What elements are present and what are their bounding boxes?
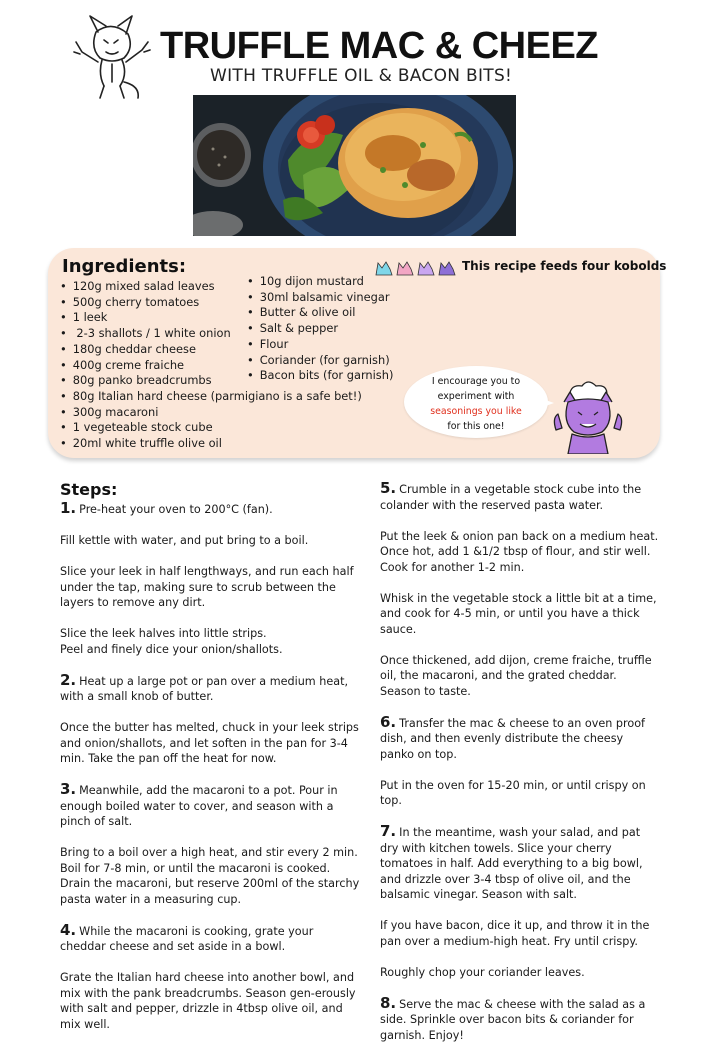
bubble-line: for this one! (447, 421, 505, 432)
ingredient-item: • Bacon bits (for garnish) (247, 368, 393, 384)
ingredient-item: • 80g Italian hard cheese (parmigiano is a safe bet!) (60, 389, 362, 405)
step-text: Slice the leek halves into little strips. (60, 627, 267, 640)
step-text: Serve the mac & cheese with the salad as a side. Sprinkle over bacon bits & coriander for garnish. Enjoy! (380, 997, 646, 1042)
kobold-head-icon (439, 262, 455, 275)
step-number: 4. (60, 920, 77, 939)
step-text: Once the butter has melted, chuck in your leek strips and onion/shallots, and let soften in the pan for 3-4 min. Take the pan off the heat for now. (60, 721, 359, 765)
ingredient-item: • 1 leek (60, 310, 362, 326)
ingredient-item: • Butter & olive oil (247, 305, 393, 321)
step-7 (380, 824, 660, 903)
step-text: Slice your leek in half lengthways, and run each half under the tap, making sure to scrub between the layers to remove any dirt. (60, 565, 354, 609)
ingredient-item: • 30ml balsamic vinegar (247, 290, 393, 306)
step-8 (380, 993, 660, 1044)
step-6 (380, 712, 660, 763)
step-text: Crumble in a vegetable stock cube into the colander with the reserved pasta water. (380, 483, 642, 512)
ingredient-item: • 180g cheddar cheese (60, 342, 362, 358)
ingredient-item: • Flour (247, 337, 393, 353)
ingredient-item: • 300g macaroni (60, 405, 362, 421)
speech-bubble-text (410, 374, 542, 434)
step-text: Bring to a boil over a high heat, and stir every 2 min. Boil for 7-8 min, or until the macaroni is cooked. Drain the macaroni, but reserve 200ml of the starchy pasta water in a measuring cup. (60, 846, 360, 906)
step-number: 5. (380, 479, 397, 497)
ingredient-item: • 20ml white truffle olive oil (60, 436, 362, 452)
ingredient-item: • 2-3 shallots / 1 white onion (60, 326, 362, 342)
step-number: 6. (380, 712, 397, 731)
step-1 (60, 501, 360, 518)
step-2 (60, 670, 360, 705)
ingredients-list-column-2 (247, 274, 393, 384)
servings-note: This recipe feeds four kobolds (462, 259, 667, 273)
step-text: Roughly chop your coriander leaves. (380, 965, 585, 979)
step-text: If you have bacon, dice it up, and throw it in the pan over a medium-high heat. Fry until crispy. (380, 919, 650, 948)
ingredient-item: • Salt & pepper (247, 321, 393, 337)
ingredients-heading: Ingredients: (62, 256, 187, 277)
step-text-group (60, 626, 360, 657)
bubble-line-highlight: seasonings you like (430, 406, 522, 417)
step-number: 8. (380, 993, 397, 1012)
ingredient-item: • 500g cherry tomatoes (60, 295, 362, 311)
step-4 (60, 920, 360, 955)
recipe-subtitle: WITH TRUFFLE OIL & BACON BITS! (210, 66, 513, 86)
step-text: Whisk in the vegetable stock a little bit at a time, and cook for 4-5 min, or until you have a thick sauce. (380, 591, 657, 636)
kobold-servings-icons (374, 259, 458, 277)
ingredient-item: • 1 vegeteable stock cube (60, 420, 362, 436)
step-number: 2. (60, 670, 77, 689)
step-number: 3. (60, 780, 77, 798)
step-text: Pre-heat your oven to 200°C (fan). (79, 503, 273, 516)
bubble-line: I encourage you to (431, 376, 521, 387)
purple-kobold-chef (548, 378, 628, 454)
step-text: Peel and finely dice your onion/shallots. (60, 642, 283, 656)
step-number: 1. (60, 499, 77, 517)
bubble-line: experiment with (437, 391, 515, 402)
steps-left-column (60, 501, 360, 1048)
step-text: In the meantime, wash your salad, and pat dry with kitchen towels. Slice your cherry tomatoes in half. Add everything to a big bowl, and drizzle over 3-4 tbsp of olive oil, and the balsamic vinegar. Season with salt. (380, 826, 643, 901)
ingredient-item: • 80g panko breadcrumbs (60, 373, 362, 389)
ingredient-item: • 10g dijon mustard (247, 274, 393, 290)
step-text: Meanwhile, add the macaroni to a pot. Pour in enough boiled water to cover, and season with a pinch of salt. (60, 784, 338, 828)
step-text: Grate the Italian hard cheese into another bowl, and mix with the pank breadcrumbs. Season gen-erously with salt and pepper, drizzle in 4tbsp olive oil, and mix well. (60, 971, 356, 1031)
kobold-head-icon (418, 262, 434, 275)
step-text: While the macaroni is cooking, grate your cheddar cheese and set aside in a bowl. (60, 924, 314, 953)
recipe-title: TRUFFLE MAC & CHEEZ (160, 25, 599, 67)
step-text: Transfer the mac & cheese to an oven proof dish, and then evenly distribute the cheesy panko on top. (380, 716, 645, 761)
kobold-head-icon (376, 262, 392, 275)
step-text: Fill kettle with water, and put bring to a boil. (60, 534, 309, 547)
kobold-mascot-sketch (68, 12, 156, 100)
step-number: 7. (380, 822, 397, 840)
step-text: Once thickened, add dijon, creme fraiche, truffle oil, the macaroni, and the grated cheddar. Season to taste. (380, 653, 652, 698)
step-5 (380, 481, 660, 513)
step-text: Heat up a large pot or pan over a medium heat, with a small knob of butter. (60, 674, 349, 703)
steps-heading: Steps: (60, 480, 118, 499)
kobold-head-icon (397, 262, 413, 275)
mac-and-cheese-photo (193, 95, 516, 236)
steps-right-column (380, 481, 660, 1059)
ingredient-item: • Coriander (for garnish) (247, 353, 393, 369)
step-3 (60, 782, 360, 830)
ingredient-item: • 120g mixed salad leaves (60, 279, 362, 295)
step-text: Put in the oven for 15-20 min, or until crispy on top. (380, 778, 646, 807)
step-text: Put the leek & onion pan back on a medium heat. Once hot, add 1 &1/2 tbsp of flour, and stir well. Cook for another 1-2 min. (380, 529, 659, 574)
ingredient-item: • 400g creme fraiche (60, 358, 362, 374)
